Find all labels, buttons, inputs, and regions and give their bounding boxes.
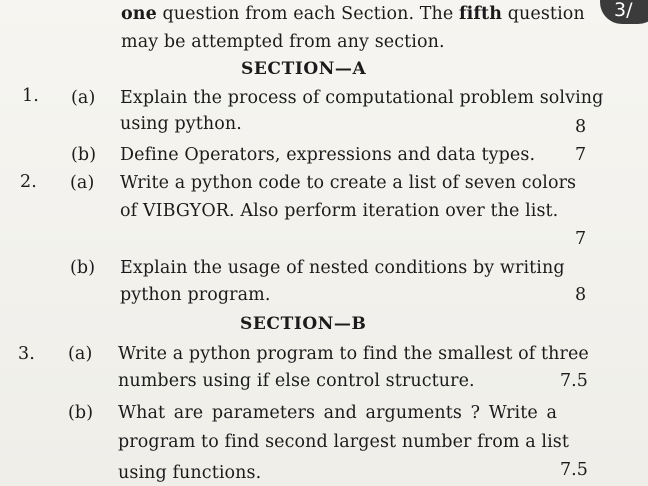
q2b-marks: 8: [575, 285, 587, 305]
q1a-label: (a): [71, 88, 96, 108]
q3a-line-1: Write a python program to find the smallest of three: [118, 344, 589, 364]
q1a-marks: 8: [575, 117, 587, 137]
q2a-label: (a): [70, 173, 95, 193]
q3b-label: (b): [68, 403, 94, 423]
intro-line-1: [121, 4, 585, 24]
q1a-line-2: using python.: [120, 114, 242, 134]
q1b-line-1: Define Operators, expressions and data types.: [120, 145, 536, 165]
q3-number: 3.: [18, 344, 35, 364]
q3b-line-3: using functions.: [118, 463, 262, 483]
intro-line-2: may be attempted from any section.: [121, 32, 445, 52]
q2a-line-2: of VIBGYOR. Also perform iteration over the list.: [120, 201, 559, 221]
q3a-marks: 7.5: [560, 371, 588, 391]
intro-text-mid: question from each Section. The: [156, 4, 460, 24]
q1b-marks: 7: [575, 145, 587, 165]
q3b-line-1: What are parameters and arguments ? Write a: [118, 403, 558, 423]
q2b-line-2: python program.: [120, 285, 271, 305]
q3b-marks: 7.5: [560, 460, 588, 480]
section-a-heading: SECTION—A: [241, 59, 367, 79]
intro-bold-fifth: fifth: [459, 4, 503, 24]
q3b-line-2: program to find second largest number from a list: [118, 432, 570, 452]
q1b-label: (b): [71, 145, 97, 165]
page-number-badge: 3/: [600, 0, 648, 24]
q3a-label: (a): [68, 344, 93, 364]
q2b-label: (b): [70, 258, 96, 278]
q1a-line-1: Explain the process of computational problem solving: [120, 88, 604, 108]
q2-number: 2.: [20, 172, 37, 192]
section-b-heading: SECTION—B: [240, 314, 367, 334]
q2a-marks: 7: [575, 229, 587, 249]
q2b-line-1: Explain the usage of nested conditions by writing: [120, 258, 565, 278]
intro-text-end: question: [502, 4, 585, 24]
q3a-line-2: numbers using if else control structure.: [118, 371, 475, 391]
q1-number: 1.: [22, 86, 39, 106]
intro-bold-one: one: [121, 4, 157, 24]
q2a-line-1: Write a python code to create a list of seven colors: [120, 173, 577, 193]
